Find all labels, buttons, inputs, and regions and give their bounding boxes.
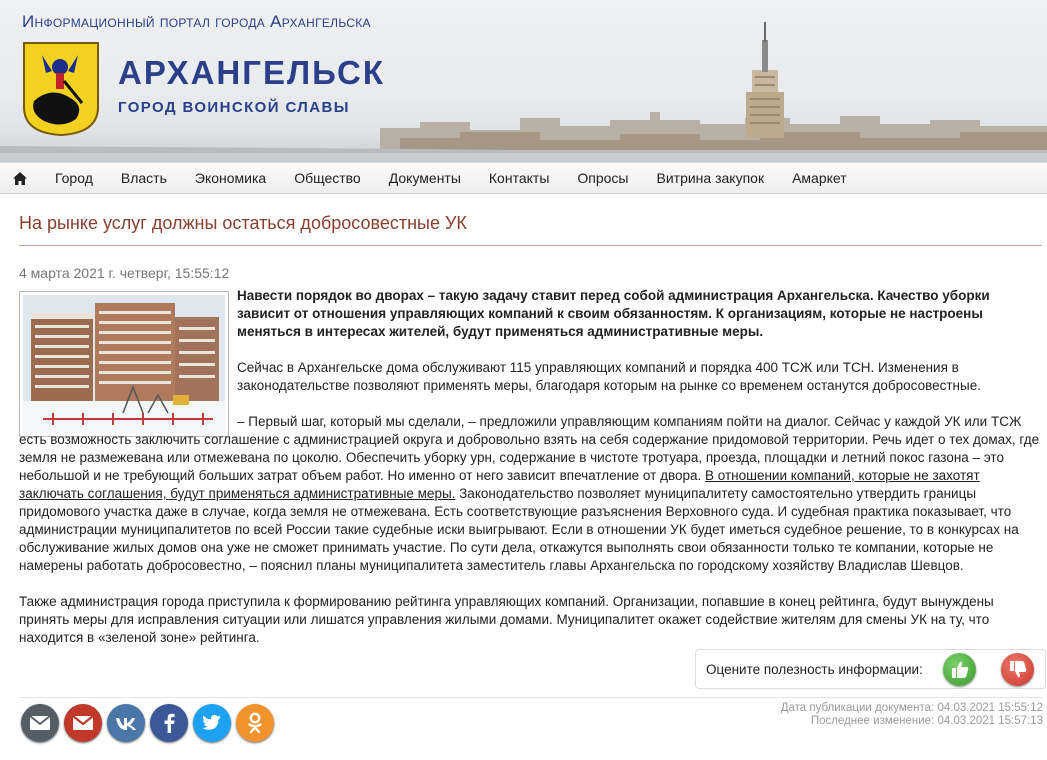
article-paragraph-1: Сейчас в Архангельске дома обслуживают 115 управляющих компаний и порядка 400 ТСЖ или ТСН. Изменения в законодательстве позволяют применять меры, благодаря которым на рынке со временем останутся добросовестные. [237, 360, 981, 393]
nav-item-amarket[interactable]: Амаркет [792, 170, 847, 186]
city-subtitle: ГОРОД ВОИНСКОЙ СЛАВЫ [118, 99, 350, 116]
thumbs-down-icon [1001, 653, 1034, 686]
article-paragraph-2-start: – Первый шаг, который мы сделали, – предложили управляющим компаниям пойти на диалог. Сейчас у каждой УК или ТСЖ есть возможность заключить соглашение с администрацией округа и добровольно взять на себя содержание придомовой территории. Речь идет о тех домах, где земля не размежевана или отмежевана по цоколю. Обеспечить уборку урн, содержание в чистоте тротуара, проезда, площадки и летний покос газона – это небольшой и не требующий больших затрат объем работ. Но именно от него зависит впечатление от двора. [19, 414, 1040, 483]
publication-info [781, 702, 1043, 728]
article-lead: Навести порядок во дворах – такую задачу ставит перед собой администрация Архангельска. Качество уборки зависит от отношения управляющих компаний к своим обязанностям. К организациям, которые не настроены меняться в интересах жителей, будут применяться административные меры. [237, 288, 990, 339]
facebook-icon [150, 704, 188, 742]
nav-item-vitrina-zakupok[interactable]: Витрина закупок [656, 170, 765, 186]
article-paragraph-2 [19, 413, 1043, 575]
article-date: 4 марта 2021 г. четверг, 15:55:12 [19, 265, 230, 281]
article-title: На рынке услуг должны остаться добросовестные УК [19, 213, 467, 233]
share-odnoklassniki-button[interactable] [236, 704, 274, 742]
rating-label: Оцените полезность информации: [706, 662, 923, 677]
rating-widget [695, 649, 1046, 689]
modified-date [781, 715, 1043, 728]
city-name: АРХАНГЕЛЬСК [118, 54, 386, 91]
coat-of-arms-logo[interactable] [22, 41, 100, 137]
like-button[interactable] [943, 653, 976, 686]
share-twitter-button[interactable] [193, 704, 231, 742]
published-label: Дата публикации документа: [780, 702, 935, 714]
site-header [0, 0, 1047, 162]
main-nav [0, 162, 1047, 194]
odnoklassniki-icon [236, 704, 274, 742]
share-mail-button[interactable] [21, 704, 59, 742]
nav-item-ekonomika[interactable]: Экономика [194, 170, 267, 186]
article-paragraph-2-highlight: В отношении компаний, которые не захотят заключать соглашения, будут применяться административные меры. [19, 468, 980, 501]
nav-item-kontakty[interactable]: Контакты [488, 170, 550, 186]
nav-item-oprosy[interactable]: Опросы [577, 170, 629, 186]
share-bar [21, 704, 274, 742]
twitter-icon [193, 704, 231, 742]
title-divider [19, 245, 1042, 246]
nav-item-obshchestvo[interactable]: Общество [294, 170, 361, 186]
modified-label: Последнее изменение: [810, 715, 935, 727]
share-facebook-button[interactable] [150, 704, 188, 742]
published-value: 04.03.2021 15:55:12 [937, 702, 1043, 714]
nav-items [41, 163, 861, 195]
gmail-icon [64, 704, 102, 742]
home-icon[interactable] [12, 171, 28, 186]
dislike-button[interactable] [1001, 653, 1034, 686]
vk-icon [107, 704, 145, 742]
bottom-divider [19, 697, 1042, 698]
modified-value: 04.03.2021 15:57:13 [937, 715, 1043, 727]
share-vk-button[interactable] [107, 704, 145, 742]
thumbs-up-icon [943, 653, 976, 686]
portal-title: Информационный портал города Архангельска [22, 12, 371, 31]
share-gmail-button[interactable] [64, 704, 102, 742]
mail-icon [21, 704, 59, 742]
article-paragraph-2-end: Законодательство позволяет муниципалитету самостоятельно утвердить границы придомового участка даже в случае, когда земля не отмежевана. Есть соответствующие разъяснения Верховного суда. И судебная практика показывает, что администрации муниципалитетов по всей России такие судебные иски выигрывают. Если в отношении УК будет иметься судебное решение, то в конкурсах на обслуживание жилых домов она уже не сможет принимать участие. По сути дела, откажутся выполнять свои обязанности только те компании, которые не намерены работать добросовестно, – пояснил планы муниципалитета заместитель главы Архангельска по городскому хозяйству Владислав Шевцов. [19, 486, 1019, 573]
nav-item-gorod[interactable]: Город [55, 170, 93, 186]
nav-item-dokumenty[interactable]: Документы [388, 170, 461, 186]
nav-item-vlast[interactable]: Власть [120, 170, 167, 186]
article-body [19, 287, 1043, 665]
published-date [781, 702, 1043, 715]
article-paragraph-3: Также администрация города приступила к формированию рейтинга управляющих компаний. Организации, попавшие в конец рейтинга, будут вынуждены принять меры для исправления ситуации или лишатся управления жилыми домами. Муниципалитет окажет содействие жителям для смены УК на ту, что находится в «зеленой зоне» рейтинга. [19, 594, 994, 645]
